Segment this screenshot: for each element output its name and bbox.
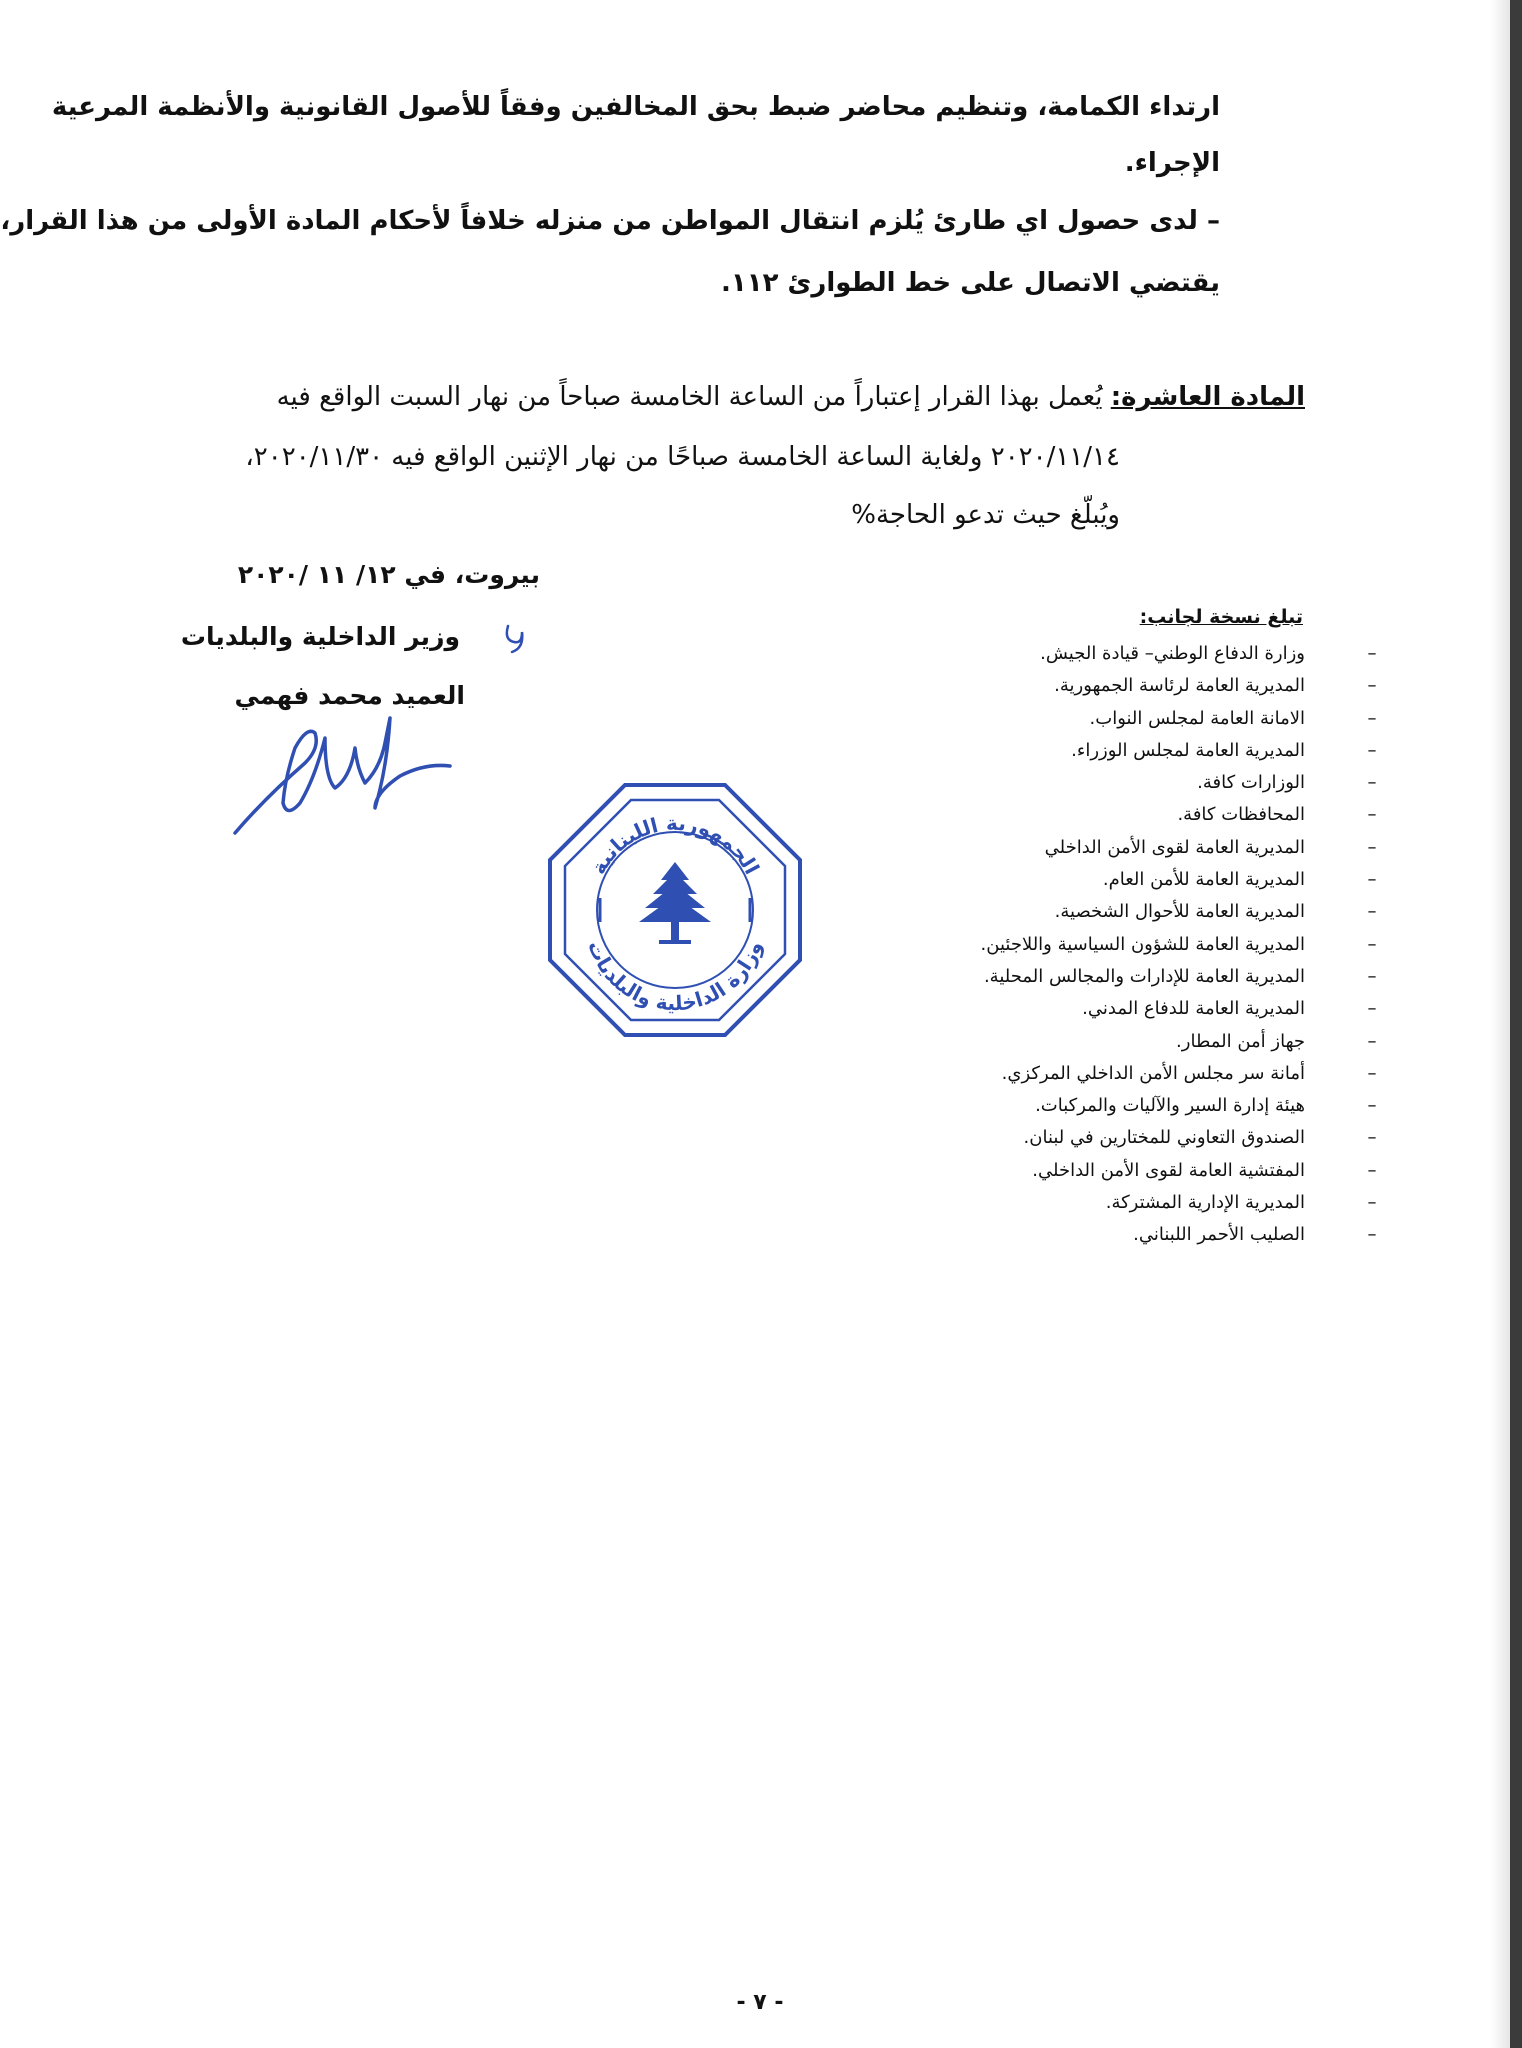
dash-bullet: –	[1367, 772, 1377, 794]
distribution-list	[775, 638, 1395, 1252]
distribution-item-text: أمانة سر مجلس الأمن الداخلي المركزي.	[1001, 1062, 1305, 1084]
distribution-item-text: جهاز أمن المطار.	[1176, 1030, 1305, 1052]
place-date: بيروت، في ١٢/ ١١ /٢٠٢٠	[237, 560, 540, 589]
svg-text:وزارة الداخلية والبلديات	[583, 937, 767, 1015]
distribution-item-text: المديرية العامة للدفاع المدني.	[1082, 998, 1305, 1020]
dash-bullet: –	[1367, 998, 1377, 1020]
cedar-tree-icon	[639, 862, 711, 944]
dash-bullet: –	[1367, 1192, 1377, 1214]
dash-bullet: –	[1367, 739, 1377, 761]
dash-bullet: –	[1367, 869, 1377, 891]
distribution-item	[775, 1219, 1395, 1251]
distribution-item-text: المديرية العامة للأمن العام.	[1102, 869, 1305, 891]
distribution-item	[775, 1090, 1395, 1122]
article-10-line-3: ويُبلّغ حيث تدعو الحاجة%	[851, 500, 1120, 530]
distribution-item	[775, 638, 1395, 670]
handwritten-signature-icon	[225, 708, 485, 838]
distribution-item-text: الوزارات كافة.	[1197, 772, 1305, 794]
page-edge-shadow	[1490, 0, 1510, 2048]
distribution-item-text: المديرية العامة لمجلس الوزراء.	[1071, 739, 1305, 761]
distribution-item	[775, 832, 1395, 864]
stamp-top-text: الجمهورية اللبنانية	[585, 810, 765, 879]
dash-bullet: –	[1367, 965, 1377, 987]
dash-bullet: –	[1367, 804, 1377, 826]
dash-bullet: –	[1367, 1095, 1377, 1117]
paragraph-line-2: الإجراء.	[1124, 148, 1220, 178]
dash-bullet: –	[1367, 1127, 1377, 1149]
distribution-item	[775, 767, 1395, 799]
dash-bullet: –	[1367, 1159, 1377, 1181]
handwritten-initial-icon	[500, 618, 540, 658]
dash-bullet: –	[1367, 643, 1377, 664]
dash-bullet: –	[1367, 707, 1377, 729]
article-10-line-2: ٢٠٢٠/١١/١٤ ولغاية الساعة الخامسة صباحًا من نهار الإثنين الواقع فيه ٢٠٢٠/١١/٣٠،	[245, 442, 1120, 472]
distribution-item-text: هيئة إدارة السير والآليات والمركبات.	[1035, 1095, 1305, 1117]
article-10-line-1	[90, 382, 1305, 412]
distribution-item	[775, 670, 1395, 702]
distribution-item	[775, 864, 1395, 896]
distribution-item-text: المديرية العامة لقوى الأمن الداخلي	[1044, 836, 1305, 858]
paragraph-line-3: – لدى حصول اي طارئ يُلزم انتقال المواطن من منزله خلافاً لأحكام المادة الأولى من هذا القرار،	[0, 206, 1220, 236]
dash-bullet: –	[1367, 901, 1377, 923]
distribution-item	[775, 993, 1395, 1025]
paragraph-line-4: يقتضي الاتصال على خط الطوارئ ١١٢.	[720, 268, 1220, 298]
distribution-item	[775, 1058, 1395, 1090]
article-10-text: يُعمل بهذا القرار إعتباراً من الساعة الخامسة صباحاً من نهار السبت الواقع فيه	[276, 382, 1103, 412]
minister-name: العميد محمد فهمي	[234, 681, 465, 710]
dash-bullet: –	[1367, 1224, 1377, 1246]
ministry-stamp-icon	[545, 780, 805, 1040]
distribution-item-text: الصليب الأحمر اللبناني.	[1133, 1224, 1305, 1246]
distribution-item-text: المديرية العامة للشؤون السياسية واللاجئين.	[980, 933, 1305, 955]
distribution-title: تبلغ نسخة لجانب:	[1139, 606, 1303, 628]
distribution-item-text: الامانة العامة لمجلس النواب.	[1089, 707, 1305, 729]
dash-bullet: –	[1367, 1062, 1377, 1084]
distribution-item-text: المديرية العامة للإدارات والمجالس المحلية.	[983, 965, 1305, 987]
distribution-item	[775, 799, 1395, 831]
distribution-item-text: وزارة الدفاع الوطني– قيادة الجيش.	[1040, 643, 1305, 664]
dash-bullet: –	[1367, 675, 1377, 697]
distribution-item	[775, 735, 1395, 767]
distribution-item-text: المديرية الإدارية المشتركة.	[1105, 1192, 1305, 1214]
stamp-bottom-text: وزارة الداخلية والبلديات	[583, 937, 767, 1016]
dash-bullet: –	[1367, 1030, 1377, 1052]
distribution-item-text: المديرية العامة لرئاسة الجمهورية.	[1054, 675, 1305, 697]
dash-bullet: –	[1367, 836, 1377, 858]
page-number: - ٧ -	[736, 1990, 784, 2015]
distribution-item	[775, 961, 1395, 993]
distribution-item	[775, 703, 1395, 735]
distribution-item-text: الصندوق التعاوني للمختارين في لبنان.	[1023, 1127, 1305, 1149]
distribution-item-text: المفتشية العامة لقوى الأمن الداخلي.	[1032, 1159, 1305, 1181]
distribution-item	[775, 929, 1395, 961]
distribution-item	[775, 896, 1395, 928]
paragraph-line-1: ارتداء الكمامة، وتنظيم محاضر ضبط بحق المخالفين وفقاً للأصول القانونية والأنظمة المرعية	[51, 92, 1220, 122]
distribution-item	[775, 1026, 1395, 1058]
dash-bullet: –	[1367, 933, 1377, 955]
distribution-item	[775, 1122, 1395, 1154]
distribution-item-text: المحافظات كافة.	[1177, 804, 1305, 826]
minister-title: وزير الداخلية والبلديات	[180, 622, 460, 651]
distribution-item	[775, 1155, 1395, 1187]
article-10-title: المادة العاشرة:	[1110, 382, 1305, 412]
distribution-item-text: المديرية العامة للأحوال الشخصية.	[1054, 901, 1305, 923]
distribution-item	[775, 1187, 1395, 1219]
